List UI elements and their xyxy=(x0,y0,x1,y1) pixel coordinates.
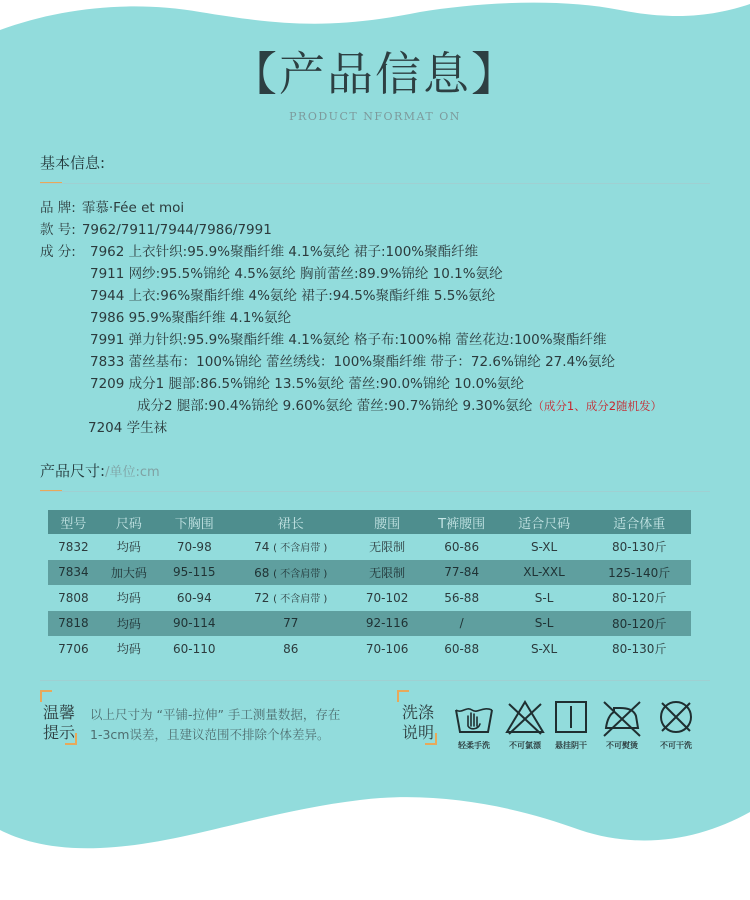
table-cell: S-XL xyxy=(530,641,558,656)
table-cell: 90-114 xyxy=(159,611,230,637)
model-line xyxy=(40,218,272,238)
care-label xyxy=(399,703,437,743)
table-cell: S-XL xyxy=(530,539,558,554)
column-header: T裤腰围 xyxy=(423,510,501,534)
table-cell: 70-106 xyxy=(365,641,409,656)
care-item-label: 不可干洗 xyxy=(660,741,692,750)
table-row xyxy=(48,636,691,662)
table-cell: 均码 xyxy=(116,642,141,657)
table-cell: 56-88 xyxy=(444,590,480,605)
composition-line: 7833 蕾丝基布：100%锦纶 蕾丝绣线：100%聚酯纤维 带子：72.6%锦纶 27.4%氨纶 xyxy=(90,354,615,370)
table-cell: 80-120斤 xyxy=(587,611,691,637)
table-cell xyxy=(230,534,352,560)
cell-value: 72 xyxy=(254,591,270,606)
tips-label-line: 温馨 xyxy=(42,703,75,722)
table-cell: 7832 xyxy=(58,539,89,554)
table-cell: 均码 xyxy=(116,540,141,555)
cell-value: 74 xyxy=(254,540,270,555)
column-header: 尺码 xyxy=(99,510,159,534)
table-cell: 无限制 xyxy=(352,560,423,586)
table-row xyxy=(48,585,691,611)
tips-label xyxy=(40,703,78,743)
table-cell: 加大码 xyxy=(99,560,159,586)
care-label-line: 说明 xyxy=(401,723,434,742)
page-title: 【产品信息】 xyxy=(231,47,519,101)
table-cell: XL-XXL xyxy=(501,560,588,586)
table-cell: 77-84 xyxy=(423,560,501,586)
table-cell: 7818 xyxy=(48,611,99,637)
column-header: 下胸围 xyxy=(159,510,230,534)
column-header: 裙长 xyxy=(230,510,352,534)
tips-text xyxy=(90,705,340,745)
no-bleach-icon xyxy=(503,696,547,740)
column-header: 腰围 xyxy=(352,510,423,534)
strap-note: ( 不含肩带 ) xyxy=(273,594,328,606)
composition-text: 成分2 腿部:90.4%锦纶 9.60%氨纶 蕾丝:90.7%锦纶 9.30%氨纶 xyxy=(137,398,533,414)
table-cell: 7808 xyxy=(58,590,89,605)
column-header: 适合体重 xyxy=(587,510,691,534)
table-cell xyxy=(230,560,352,586)
size-unit: /单位:cm xyxy=(105,465,160,480)
care-label-line: 洗涤 xyxy=(401,703,434,722)
table-cell xyxy=(230,585,352,611)
table-cell: 95-115 xyxy=(159,560,230,586)
tips-corner xyxy=(40,690,52,702)
column-header: 型号 xyxy=(48,510,99,534)
random-note: （成分1、成分2随机发） xyxy=(532,399,663,413)
composition-line xyxy=(137,394,662,414)
table-cell: S-L xyxy=(534,590,554,605)
table-cell: 7834 xyxy=(48,560,99,586)
composition-line: 7986 95.9%聚酯纤维 4.1%氨纶 xyxy=(90,310,292,326)
no-dry-clean-icon xyxy=(654,696,698,740)
table-cell: 60-94 xyxy=(176,590,212,605)
basic-info-heading: 基本信息: xyxy=(40,154,106,172)
table-cell: 60-88 xyxy=(444,641,480,656)
table-header-row xyxy=(48,510,691,534)
composition-line: 7944 上衣:96%聚酯纤维 4%氨纶 裙子:94.5%聚酯纤维 5.5%氨纶 xyxy=(90,288,496,304)
care-item-label: 不可氯漂 xyxy=(509,741,541,750)
table-cell: 86 xyxy=(283,641,299,656)
tips-divider xyxy=(40,680,710,681)
size-table xyxy=(48,510,691,662)
cell-value: 68 xyxy=(254,565,270,580)
column-header: 适合尺码 xyxy=(501,510,588,534)
size-heading-text: 产品尺寸: xyxy=(40,462,106,480)
care-item-label: 轻柔手洗 xyxy=(458,741,490,750)
brand-line xyxy=(40,196,184,216)
composition-line: 7209 成分1 腿部:86.5%锦纶 13.5%氨纶 蕾丝:90.0%锦纶 10.0%氨纶 xyxy=(90,376,525,392)
table-cell: 80-130斤 xyxy=(611,642,667,657)
basic-info-divider xyxy=(40,183,710,184)
table-cell: 70-102 xyxy=(365,590,409,605)
composition-line: 7991 弹力针织:95.9%聚酯纤维 4.1%氨纶 格子布:100%棉 蕾丝花边:100%聚酯纤维 xyxy=(90,332,607,348)
table-cell: 125-140斤 xyxy=(587,560,691,586)
hang-dry-icon xyxy=(549,696,593,740)
table-cell: 77 xyxy=(230,611,352,637)
table-cell: 80-130斤 xyxy=(611,540,667,555)
table-cell: 60-110 xyxy=(173,641,216,656)
strap-note: ( 不含肩带 ) xyxy=(273,543,328,555)
composition-line: 7911 网纱:95.5%锦纶 4.5%氨纶 胸前蕾丝:89.9%锦纶 10.1%氨纶 xyxy=(90,266,503,282)
table-cell: / xyxy=(423,611,501,637)
composition-line: 7204 学生袜 xyxy=(88,420,168,436)
table-cell: 92-116 xyxy=(352,611,423,637)
table-cell: 70-98 xyxy=(176,539,212,554)
table-cell: 均码 xyxy=(116,591,141,606)
table-cell: 80-120斤 xyxy=(611,591,667,606)
table-cell: S-L xyxy=(501,611,588,637)
model-value: 7962/7911/7944/7986/7991 xyxy=(81,222,272,238)
composition-line: 7962 上衣针织:95.9%聚酯纤维 4.1%氨纶 裙子:100%聚酯纤维 xyxy=(90,244,479,260)
care-item-label: 不可熨烫 xyxy=(606,741,638,750)
table-row xyxy=(48,560,691,586)
table-cell: 60-86 xyxy=(444,539,480,554)
care-item-label: 悬挂阴干 xyxy=(555,741,587,750)
tips-text-line: 1-3cm误差，且建议范围不排除个体差异。 xyxy=(90,727,330,742)
table-row xyxy=(48,611,691,637)
size-divider xyxy=(40,491,710,492)
table-cell: 无限制 xyxy=(369,540,406,555)
brand-value: 霏慕·Fée et moi xyxy=(81,200,185,216)
page-subtitle: PRODUCT NFORMAT ON xyxy=(289,110,461,123)
composition-key: 成 分: xyxy=(40,244,76,260)
no-iron-icon xyxy=(600,696,644,740)
strap-note: ( 不含肩带 ) xyxy=(273,568,328,580)
care-corner xyxy=(397,690,409,702)
tips-label-line: 提示 xyxy=(42,723,75,742)
table-cell: 7706 xyxy=(58,641,89,656)
size-heading xyxy=(40,460,160,481)
table-cell: 均码 xyxy=(99,611,159,637)
table-row xyxy=(48,534,691,560)
brand-key: 品 牌: xyxy=(40,200,76,216)
tips-text-line: 以上尺寸为 “平铺-拉伸” 手工测量数据，存在 xyxy=(90,707,341,722)
hand-wash-icon xyxy=(452,696,496,740)
model-key: 款 号: xyxy=(40,222,76,238)
